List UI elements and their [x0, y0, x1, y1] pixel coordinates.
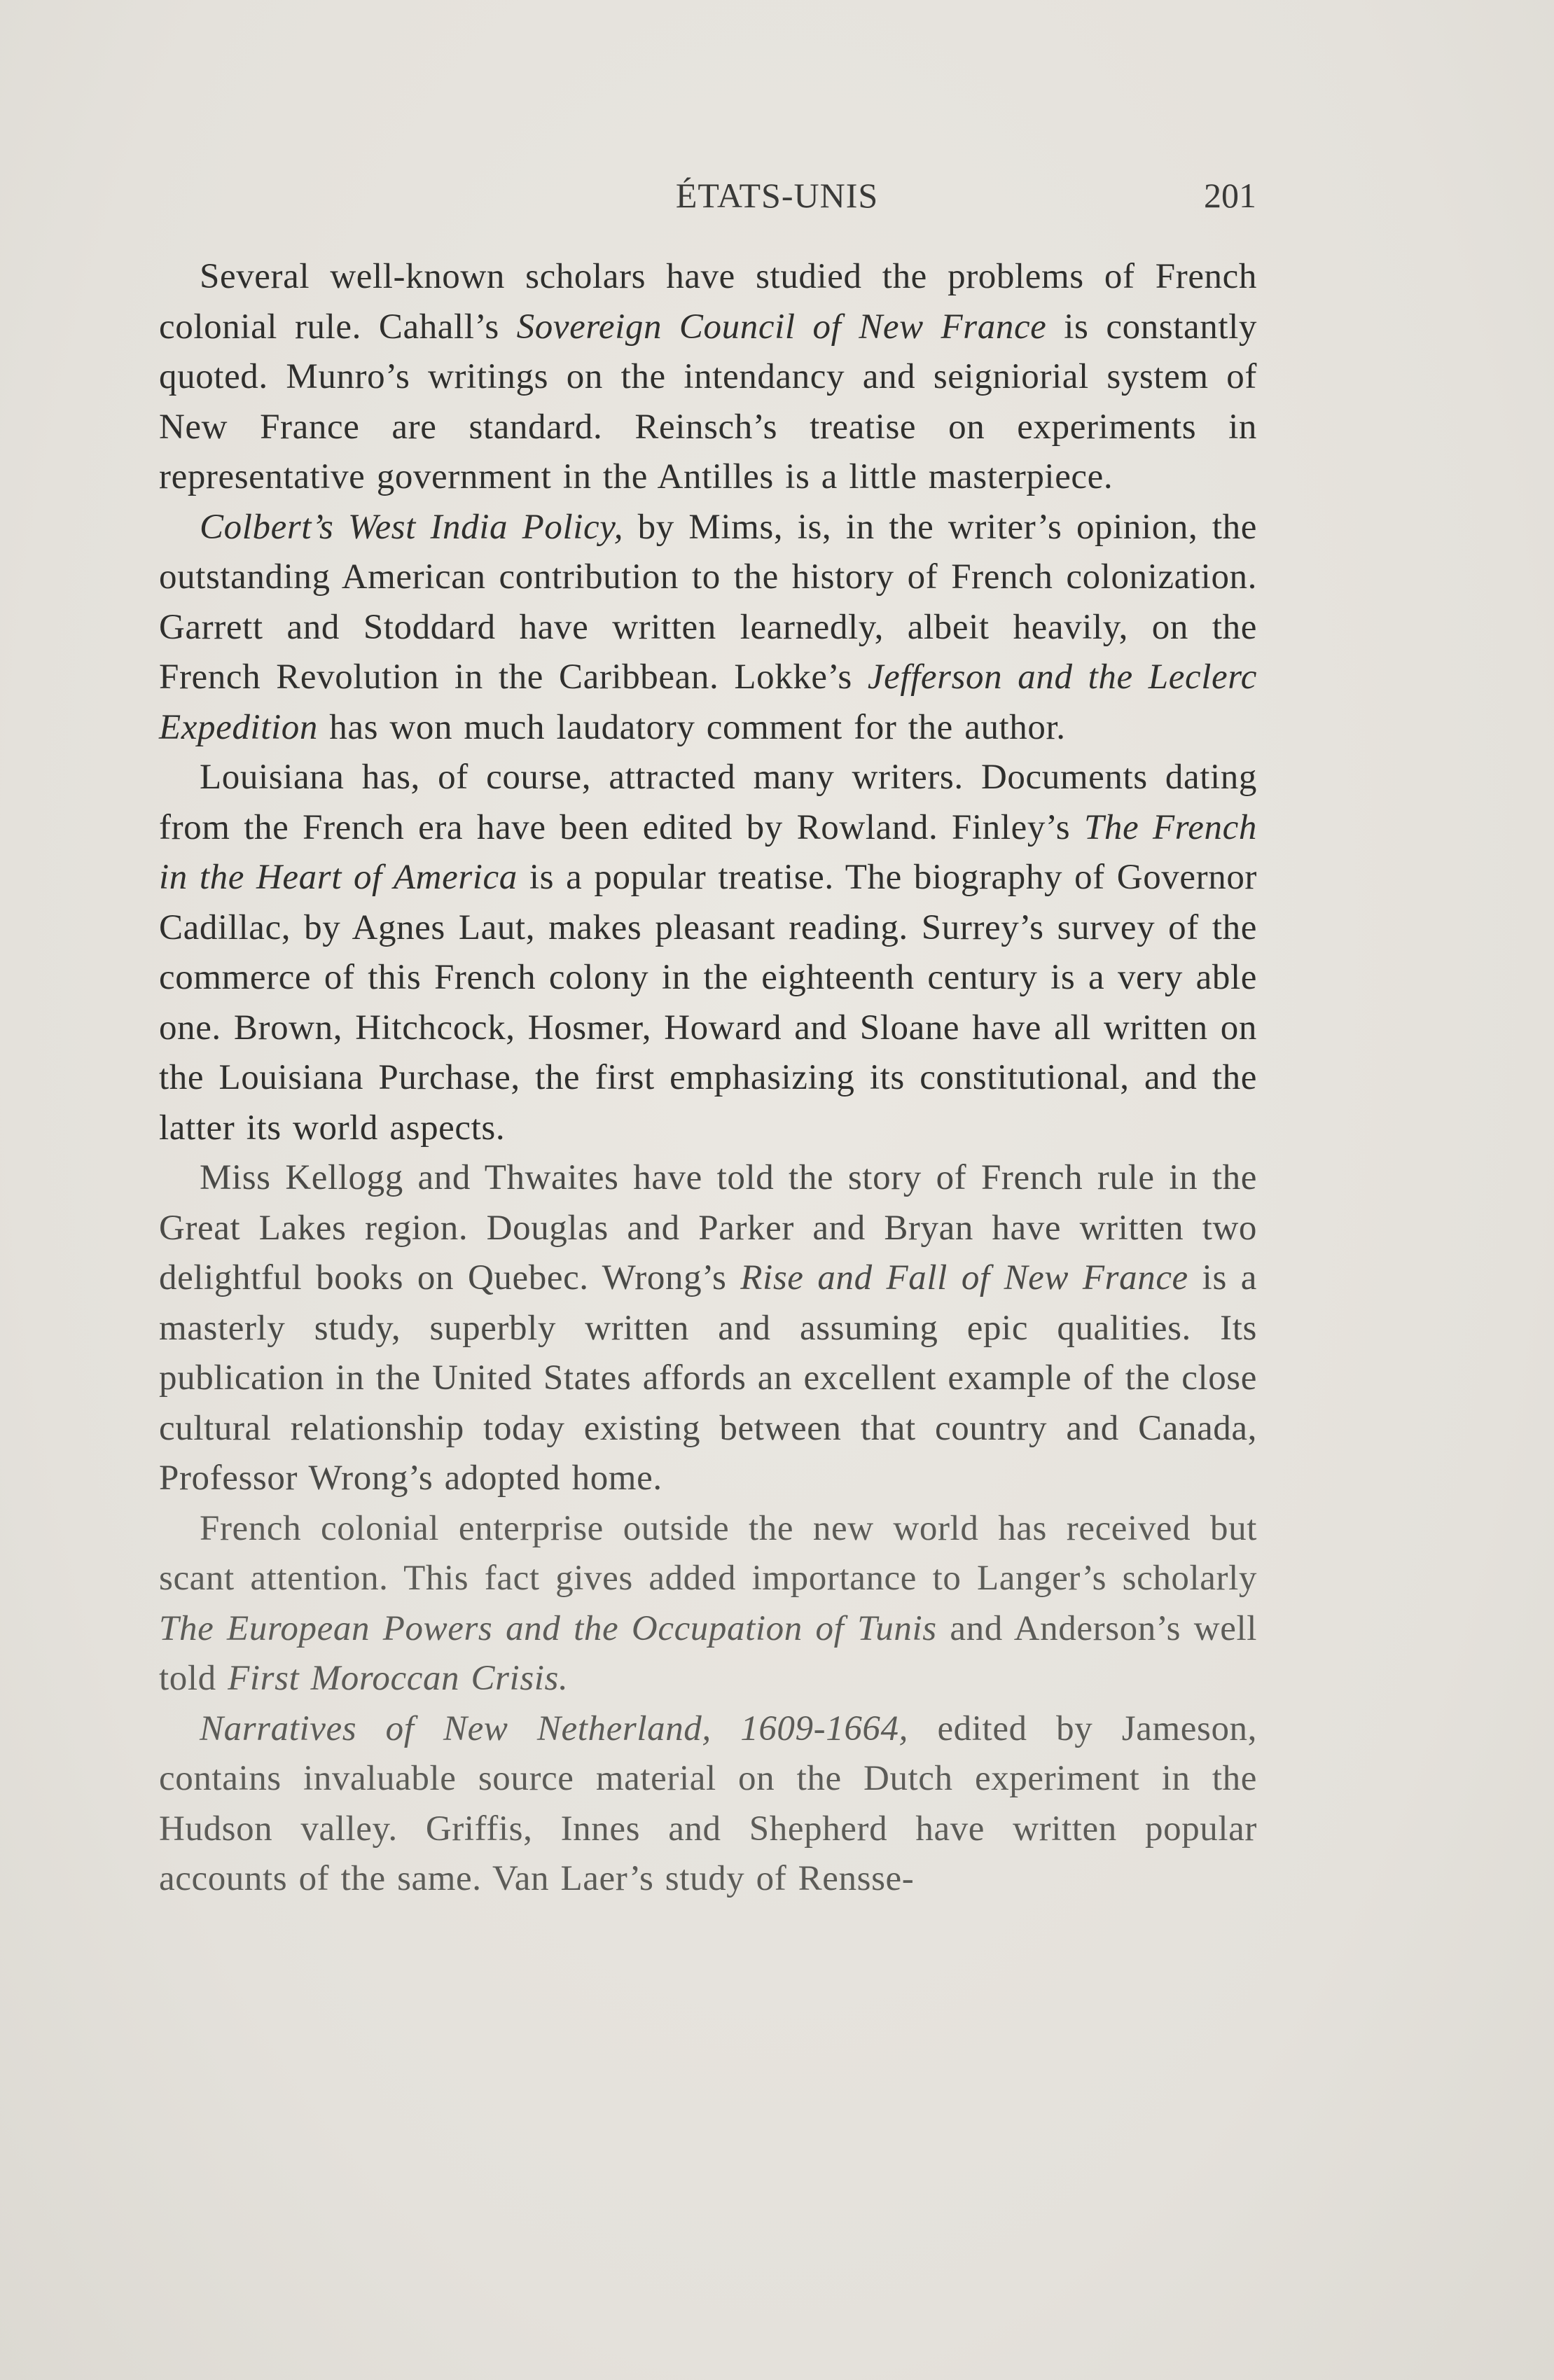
book-title: The French in the Heart of America	[159, 807, 1257, 897]
book-title: First Moroccan Crisis.	[228, 1659, 569, 1698]
book-title: Colbert’s West India Policy,	[200, 507, 624, 547]
text-run: French colonial enterprise outside the new world has received but scant attention. This fact gives added importance to Langer’s scholarly	[159, 1508, 1257, 1598]
book-title: Rise and Fall of New France	[740, 1258, 1188, 1297]
paragraph	[159, 1504, 1257, 1704]
running-head	[0, 175, 1554, 231]
text-run: Miss Kellogg and Thwaites have told the story of French rule in the Great Lakes region. Douglas and Parker and Bryan have written two delightful books on Quebec. Wrong’s	[159, 1158, 1257, 1297]
book-title: Sovereign Council of New France	[516, 307, 1047, 347]
text-run: has won much laudatory comment for the author.	[317, 707, 1066, 747]
paragraph	[159, 503, 1257, 753]
text-run: Several well-known scholars have studied the problems of French colonial rule. Cahall’s	[159, 257, 1257, 347]
text-run: and Anderson’s well told	[159, 1608, 1257, 1698]
running-title: ÉTATS-UNIS	[675, 176, 879, 215]
text-run: is a masterly study, superbly written and assuming epic qualities. Its publication in the United States affords an excellent example of the close cultural relationship today existing between that country and Canada, Professor Wrong’s adopted home.	[159, 1258, 1258, 1498]
paragraph	[159, 252, 1257, 503]
page-number: 201	[1204, 176, 1256, 215]
text-run: edited by Jameson, contains invaluable source material on the Dutch experiment in the Hudson valley. Griffis, Innes and Shepherd have written popular accounts of the same. Van Laer’s study of Rensse-	[159, 1709, 1257, 1898]
paragraph	[159, 753, 1257, 1153]
paragraph	[159, 1153, 1257, 1504]
text-run: by Mims, is, in the writer’s opinion, the outstanding American contribution to the history of French colonization. Garrett and Stoddard have written learnedly, albeit heavily, on the French Revolution in the Caribbean. Lokke’s	[159, 507, 1257, 697]
book-title: Jefferson and the Leclerc Expedition	[159, 657, 1257, 747]
text-run: is constantly quoted. Munro’s writings on the intendancy and seigniorial system of New France are standard. Reinsch’s treatise on experiments in representative government in the Antilles is a little masterpiece.	[159, 307, 1257, 496]
text-run: Louisiana has, of course, attracted many writers. Documents dating from the French era have been edited by Rowland. Finley’s	[159, 758, 1257, 847]
text-run: is a popular treatise. The biography of Governor Cadillac, by Agnes Laut, makes pleasant reading. Surrey’s survey of the commerce of this French colony in the eighteenth century is a very able one. Brown, Hitchcock, Hosmer, Howard and Sloane have all written on the Louisiana Purchase, the first emphasizing its constitutional, and the latter its world aspects.	[159, 858, 1258, 1148]
body-text	[159, 252, 1257, 1905]
book-title: The European Powers and the Occupation of Tunis	[159, 1608, 937, 1648]
book-title: Narratives of New Netherland, 1609-1664,	[200, 1709, 908, 1748]
paragraph	[159, 1704, 1257, 1905]
